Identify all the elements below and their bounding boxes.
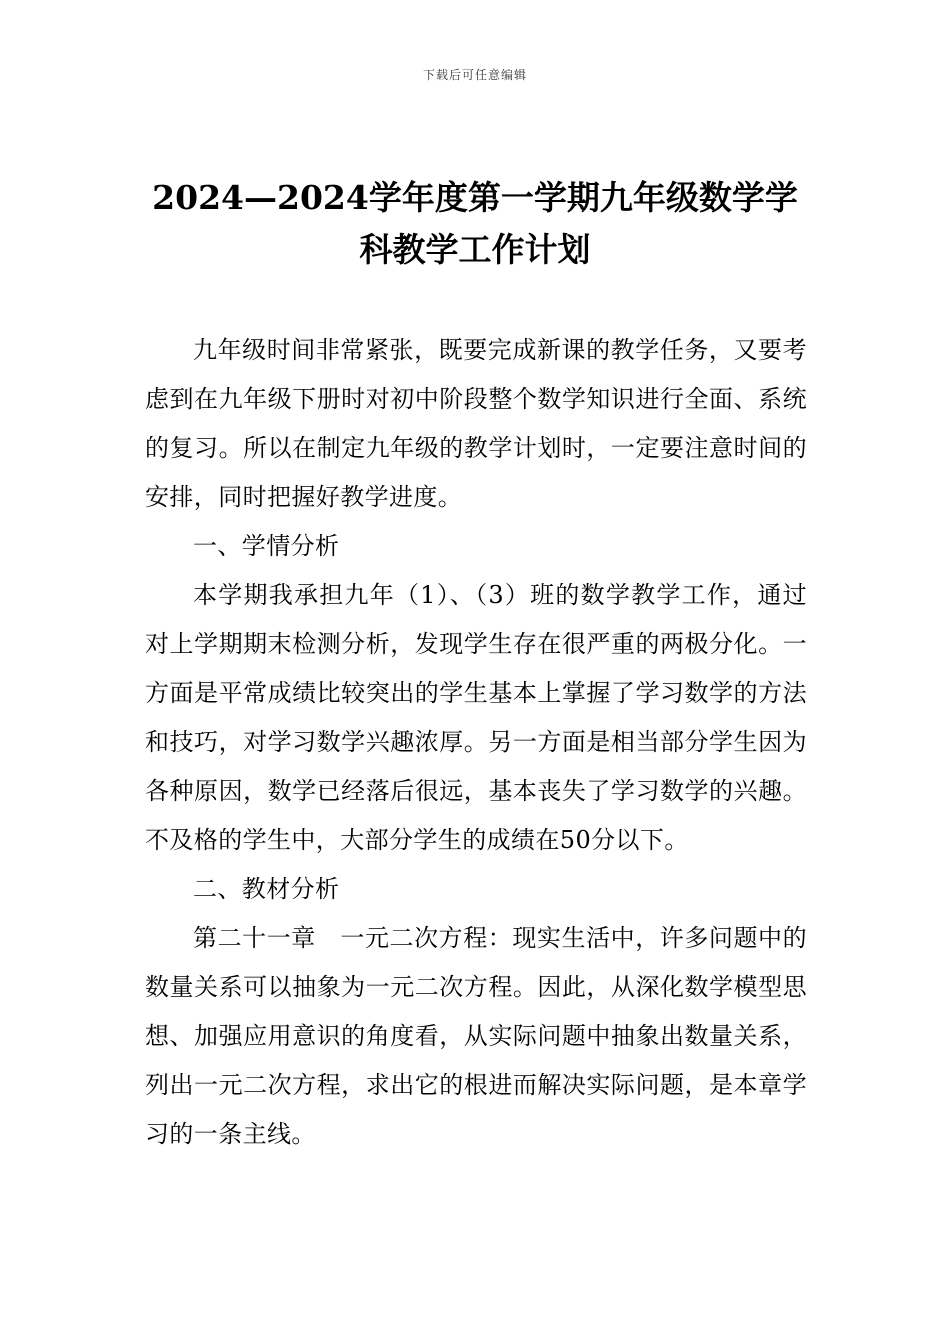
student-analysis-paragraph: 本学期我承担九年（1）、（3）班的数学教学工作，通过对上学期期末检测分析，发现学生存在很严重的两极分化。一方面是平常成绩比较突出的学生基本上掌握了学习数学的方法和技巧，对学习数学兴趣浓厚。另一方面是相当部分学生因为各种原因，数学已经落后很远，基本丧失了学习数学的兴趣。不及格的学生中，大部分学生的成绩在50分以下。 xyxy=(145,581,807,854)
intro-paragraph: 九年级时间非常紧张，既要完成新课的教学任务，又要考虑到在九年级下册时对初中阶段整个数学知识进行全面、系统的复习。所以在制定九年级的教学计划时，一定要注意时间的安排，同时把握好教学进度。 xyxy=(145,336,807,511)
section-heading-student-analysis: 一、学情分析 xyxy=(193,532,340,560)
header-note: 下载后可任意编辑 xyxy=(422,68,527,82)
textbook-analysis-paragraph: 第二十一章 一元二次方程：现实生活中，许多问题中的数量关系可以抽象为一元二次方程。因此，从深化数学模型思想、加强应用意识的角度看，从实际问题中抽象出数量关系，列出一元二次方程，求出它的根进而解决实际问题，是本章学习的一条主线。 xyxy=(145,924,807,1148)
section-heading-textbook-analysis: 二、教材分析 xyxy=(193,875,340,903)
document-body xyxy=(145,326,807,1159)
document-title: 2024—2024学年度第一学期九年级数学学科教学工作计划 xyxy=(152,178,798,269)
